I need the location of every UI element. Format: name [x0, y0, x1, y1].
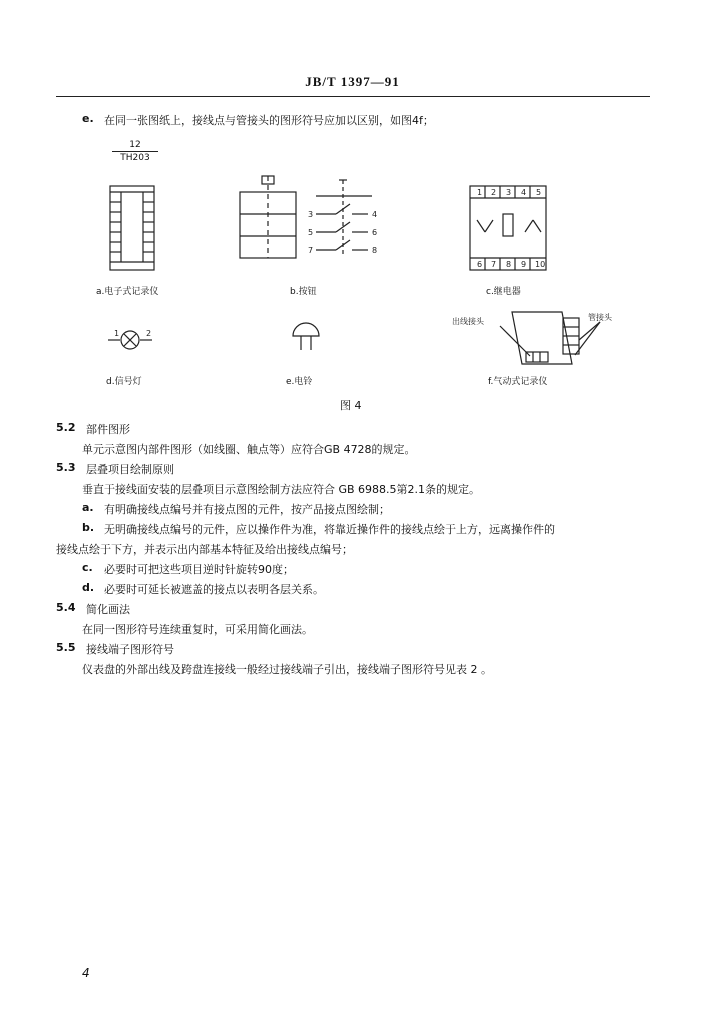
recorder-label-right: 管接头 [588, 313, 612, 322]
lamp-terminal: 2 [146, 329, 152, 338]
caption-a: a.电子式记录仪 [96, 287, 159, 297]
relay-bottom-terminal: 7 [491, 260, 497, 269]
section-5-5-title: 接线端子图形符号 [86, 643, 174, 656]
fraction-denominator: TH203 [120, 153, 150, 163]
relay-bottom-terminal: 6 [477, 260, 483, 269]
document-header: JB/T 1397—91 [305, 74, 400, 89]
button-terminal: 3 [308, 210, 314, 219]
section-5-5-body: 仪表盘的外部出线及跨盘连接线一般经过接线端子引出，接线端子图形符号见表 2 。 [82, 663, 492, 676]
section-5-2-number: 5.2 [56, 421, 76, 434]
button-terminal: 4 [372, 210, 378, 219]
button-terminal: 6 [372, 228, 378, 237]
relay-top-terminal: 3 [506, 188, 512, 197]
relay-bottom-terminal: 10 [535, 260, 546, 269]
figure-title: 图 4 [340, 399, 362, 412]
caption-c: c.继电器 [486, 287, 521, 297]
relay-symbol [470, 186, 546, 270]
section-5-5-number: 5.5 [56, 641, 76, 654]
section-5-2-body: 单元示意图内部件图形（如线圈、触点等）应符合GB 4728的规定。 [82, 443, 416, 456]
item-c-label: c. [82, 561, 93, 574]
section-5-3-body: 垂直于接线面安装的层叠项目示意图绘制方法应符合 GB 6988.5第2.1条的规定。 [82, 483, 481, 496]
caption-d: d.信号灯 [106, 377, 142, 387]
electronic-recorder-symbol [110, 186, 154, 270]
bell-symbol [293, 323, 319, 350]
item-b-text-line1: 无明确接线点编号的元件，应以操作件为准，将靠近操作件的接线点绘于上方，远离操作件的 [104, 523, 555, 536]
recorder-label-left: 出线接头 [452, 317, 484, 326]
button-terminal: 8 [372, 246, 378, 255]
item-c-text: 必要时可把这些项目逆时针旋转90度； [104, 563, 294, 576]
lamp-terminal: 1 [114, 329, 120, 338]
pneumatic-recorder-symbol [500, 312, 600, 364]
relay-bottom-terminal: 9 [521, 260, 527, 269]
item-e-label: e. [82, 112, 94, 125]
item-a-text: 有明确接线点编号并有接点图的元件，按产品接点图绘制； [104, 503, 390, 516]
item-d-label: d. [82, 581, 95, 594]
section-5-4-body: 在同一图形符号连续重复时，可采用简化画法。 [82, 623, 313, 636]
section-5-3-title: 层叠项目绘制原则 [86, 463, 174, 476]
fraction-numerator: 12 [129, 140, 141, 150]
relay-top-terminal: 4 [521, 188, 527, 197]
relay-top-terminal: 5 [536, 188, 542, 197]
caption-e: e.电铃 [286, 377, 313, 387]
figure-4 [0, 0, 705, 420]
button-terminal: 5 [308, 228, 314, 237]
item-d-text: 必要时可延长被遮盖的接点以表明各层关系。 [104, 583, 324, 596]
caption-f: f.气动式记录仪 [488, 377, 548, 387]
section-5-4-number: 5.4 [56, 601, 76, 614]
relay-top-terminal: 2 [491, 188, 497, 197]
section-5-2-title: 部件图形 [86, 423, 130, 436]
relay-top-terminal: 1 [477, 188, 483, 197]
caption-b: b.按钮 [290, 287, 317, 297]
section-5-4-title: 简化画法 [86, 603, 130, 616]
item-b-text-line2: 接线点绘于下方，并表示出内部基本特征及给出接线点编号； [56, 543, 353, 556]
item-a-label: a. [82, 501, 94, 514]
item-b-label: b. [82, 521, 95, 534]
relay-bottom-terminal: 8 [506, 260, 512, 269]
item-e-text: 在同一张图纸上，接线点与管接头的图形符号应加以区别，如图4f； [104, 114, 434, 127]
section-5-3-number: 5.3 [56, 461, 76, 474]
button-terminal: 7 [308, 246, 314, 255]
push-button-symbol [240, 176, 372, 258]
page-number: 4 [82, 966, 90, 980]
